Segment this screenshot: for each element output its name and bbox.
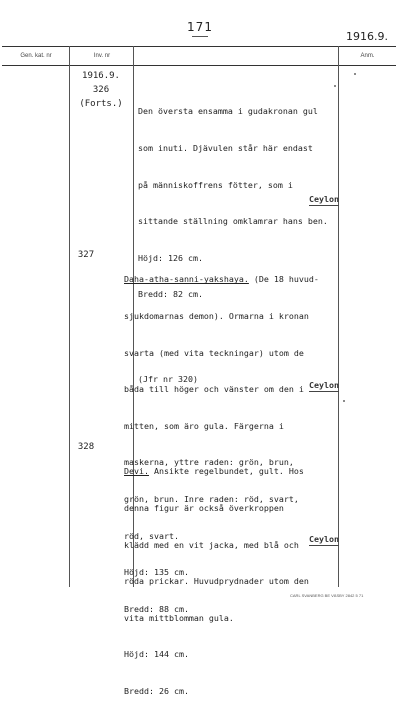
entry-number: 326 <box>92 85 110 95</box>
entry-number: 328 <box>77 442 95 452</box>
scan-speck <box>343 400 345 402</box>
entry-region: Ceylon <box>309 534 339 544</box>
page-number: 171 <box>0 20 400 34</box>
column-header-inv-nr: Inv. nr <box>70 46 134 66</box>
description-line: Bredd: 88 cm. <box>124 603 189 614</box>
entry-region: Ceylon <box>309 194 339 204</box>
description-line: klädd med en vit jacka, med blå och <box>124 539 299 550</box>
column-header-gen-kat-nr: Gen. kat. nr <box>2 46 70 66</box>
description-line: grön, brun. Inre raden: röd, svart, <box>124 494 299 505</box>
description-line: Bredd: 82 cm. <box>138 289 203 300</box>
description-line: Daha-atha-sanni-yakshaya. (De 18 huvud- <box>124 274 319 285</box>
entry-description <box>124 441 349 722</box>
description-line: som inuti. Djävulen står här endast <box>138 143 313 154</box>
description-line: sjukdomarnas demon). Ormarna i kronan <box>124 311 309 322</box>
column-header-description <box>134 46 339 66</box>
description-line: sittande ställning omklamrar hans ben. <box>138 216 328 227</box>
header-date: 1916.9. <box>346 30 388 43</box>
description-line: vita mittblomman gula. <box>124 612 234 623</box>
entry-title: Daha-atha-sanni-yakshaya. <box>124 274 249 285</box>
description-line: röda prickar. Huvudprydnader utom den <box>124 576 309 587</box>
description-line: mitten, som äro gula. Färgerna i <box>124 420 284 431</box>
printer-imprint: CARL SVANBERG BE VÄSBY 2842 5 71 <box>290 593 364 598</box>
entry-region: Ceylon <box>309 380 339 390</box>
description-line: Devi. Ansikte regelbundet, gult. Hos <box>124 466 304 477</box>
entry-continued-note: (Forts.) <box>79 99 123 109</box>
description-line: Den översta ensamma i gudakronan gul <box>138 106 318 117</box>
description-line: Höjd: 144 cm. <box>124 649 189 660</box>
description-line: Höjd: 126 cm. <box>138 252 203 263</box>
column-divider <box>69 46 70 587</box>
scan-speck <box>334 85 336 87</box>
description-line: röd, svart. <box>124 530 179 541</box>
entry-date: 1916.9. <box>82 71 120 81</box>
description-line: maskerna, yttre raden: grön, brun, <box>124 457 294 468</box>
scan-speck <box>354 73 356 75</box>
description-line: Bredd: 26 cm. <box>124 686 189 697</box>
column-header-anm: Anm. <box>339 46 396 66</box>
description-line: Höjd: 135 cm. <box>124 567 189 578</box>
entry-title: Devi. <box>124 466 149 477</box>
description-line: denna figur är också överkroppen <box>124 503 284 514</box>
description-line: på människoffrens fötter, som i <box>138 179 293 190</box>
description-line: svarta (med vita teckningar) utom de <box>124 347 304 358</box>
entry-number: 327 <box>77 250 95 260</box>
description-line: (Jfr nr 320) <box>138 374 198 385</box>
description-line: båda till höger och vänster om den i <box>124 384 304 395</box>
